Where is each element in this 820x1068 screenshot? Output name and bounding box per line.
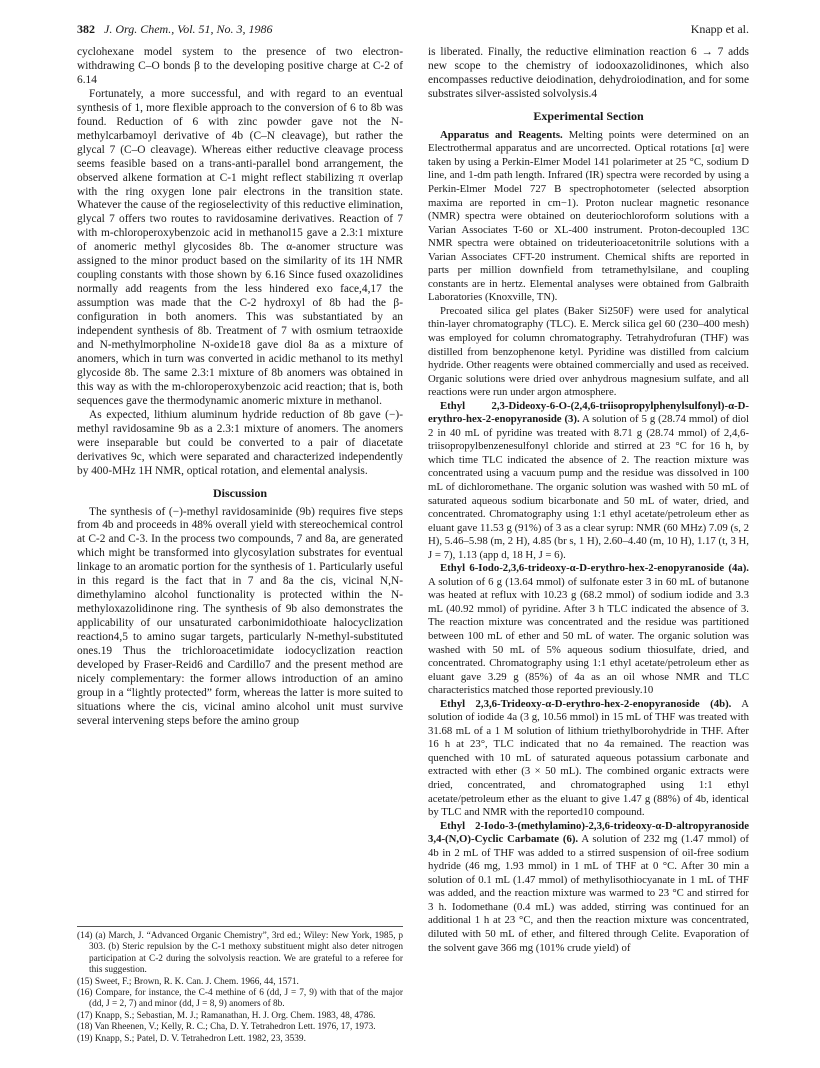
compound-4a-paragraph xyxy=(428,562,749,697)
intro-paragraph: is liberated. Finally, the reductive elimination reaction 6 → 7 adds new scope to the chemistry of iodooxazolidinones, which also encompasses reductive deiodination, dehydroiodination, and for some substrates silver-assisted solvolysis.4 xyxy=(428,46,749,100)
footnote-15: (15) Sweet, F.; Brown, R. K. Can. J. Chem. 1966, 44, 1571. xyxy=(77,976,299,987)
compound-4a-body: A solution of 6 g (13.64 mmol) of sulfonate ester 3 in 60 mL of butanone was heated at reflux with 10.23 g (68.2 mmol) of sodium iodide and 3.3 mL (40.92 mmol) of pyridine. After 3 h TLC indicated the absence of 3. The reaction mixture was concentrated and the residue was partitioned between 100 mL of ether and 50 mL of water. The organic solution was washed with 50 mL of 5% aqueous sodium thiosulfate, dried, and concentrated. Chromatography using 1:1 ethyl acetate/petroleum ether as eluant gave 3.29 g (85%) of 4a as an oil whose NMR and TLC characteristics matched those reported previously.10 xyxy=(428,575,749,697)
body-paragraph: Fortunately, a more successful, and with regard to an eventual synthesis of 1, more flexible approach to the conversion of 6 to 8b was found. Reduction of 6 with zinc powder gave not the N-methylcarbamoyl derivative of 4b (C–N cleavage), but rather the glycal 7 (C–O cleavage). Whereas either reductive cleavage process seems feasible based on a trans-anti-parallel bond arrangement, the observed alkene formation at C-1 might reflect stabilizing π overlap with the ring oxygen lone pair electrons in the transition state. Whatever the cause of the regioselectivity of this reductive elimination, glycal 7 offers two routes to ravidosamine derivatives. Reaction of 7 with m-chloroperoxybenzoic acid in methanol15 gave a 2.3:1 mixture of anomeric methyl glycosides 8b. The α-anomer structure was assigned to the minor product based on the similarity of its 1H NMR coupling constants with those shown by 6.16 Since fused oxazolidines normally add reagents from the less hindered exo face,4,17 the assumption was made that the C-2 hydroxyl of 8b had the β-configuration in both anomers. This was substantiated by an independent synthesis of 8b. Treatment of 7 with osmium tetraoxide and N-methylmorpholine N-oxide18 gave diol 8a as a mixture of anomers, which in turn was converted in acidic methanol to its methyl glycoside 8b. The same 2.3:1 mixture of 8b anomers was obtained in this way as with the m-chloroperoxybenzoic acid reaction; that is, both sequences gave the thermodynamic anomeric mixture in methanol. xyxy=(77,87,403,407)
compound-6-body: A solution of 232 mg (1.47 mmol) of 4b in 2 mL of THF was added to a stirred suspension of oil-free sodium hydride (46 mg, 1.93 mmol) in 1 mL of THF at 0 °C. After 30 min a solution of 0.1 mL (1.47 mmol) of methylisothiocyanate in 1 mL of THF was added, and the reaction mixture was warmed to 23 °C and stirred for 3 h. Iodomethane (0.4 mL) was added, stirring was continued for an additional 1 h at 23 °C, and then the reaction mixture was concentrated, diluted with 50 mL of ether, and filtered through Celite. Evaporation of the solvent gave 366 mg (101% crude yield) of xyxy=(428,833,749,954)
footnote-17: (17) Knapp, S.; Sebastian, M. J.; Ramanathan, H. J. Org. Chem. 1983, 48, 4786. xyxy=(77,1010,376,1021)
apparatus-title: Apparatus and Reagents. xyxy=(440,128,563,141)
apparatus-paragraph xyxy=(428,129,749,305)
footnote-16: (16) Compare, for instance, the C-4 methine of 6 (dd, J = 7, 9) with that of the major (dd, J = 2, 7) and minor (dd, J = 8, 9) anomers of 8b. xyxy=(77,988,403,1010)
discussion-heading: Discussion xyxy=(212,485,268,500)
journal-citation: J. Org. Chem., Vol. 51, No. 3, 1986 xyxy=(104,22,273,36)
body-paragraph: As expected, lithium aluminum hydride reduction of 8b gave (−)-methyl ravidosamine 9b as a 2.3:1 mixture of anomers. The anomers were inseparable but could be converted to a pair of diacetate derivatives 9c, which were separated and characterized independently by 400-MHz 1H NMR, optical rotation, and elemental analysis. xyxy=(77,408,403,477)
body-paragraph: cyclohexane model system to the presence of two electron-withdrawing C–O bonds β to the developing positive charge at C-2 of 6.14 xyxy=(77,46,403,86)
running-header xyxy=(77,22,749,38)
compound-4b-title: Ethyl 2,3,6-Trideoxy-α-D-erythro-hex-2-enopyranoside (4b). xyxy=(440,697,732,710)
compound-4a-title: Ethyl 6-Iodo-2,3,6-trideoxy-α-D-erythro-hex-2-enopyranoside (4a). xyxy=(440,562,749,575)
experimental-section xyxy=(428,129,749,955)
compound-3-body: A solution of 5 g (28.74 mmol) of diol 2 in 40 mL of pyridine was treated with 8.71 g (28.74 mmol) of 2,4,6-triisopropylbenzenesulfonyl chloride and stirred at 23 °C for 16 h, by which time TLC indicated the absence of 2. The reaction mixture was concentrated using a vacuum pump and the residue was dissolved in 100 mL of dichloromethane. The organic solution was washed with 50 mL of saturated aqueous sodium bicarbonate and 50 mL of water, dried, and concentrated. Chromatography using 1:1 ethyl acetate/petroleum ether as eluant gave 11.53 g (91%) of 3 as a clear syrup: NMR (60 MHz) 7.09 (s, 2 H), 5.46–5.98 (m, 2 H), 4.85 (br s, 1 H), 2.60–4.40 (m, 10 H), 1.17 (t, 3 H, J = 7), 1.13 (app d, 18 H, J = 6). xyxy=(428,413,749,561)
compound-6-paragraph xyxy=(428,820,749,955)
footnote-14: (14) (a) March, J. “Advanced Organic Chemistry”, 3rd ed.; Wiley: New York, 1985, p 303. (b) Steric repulsion by the C-1 methoxy substituent might also deter nitrogen participation at C-2 during the solvolysis reaction. We are grateful to a referee for this suggestion. xyxy=(77,931,403,976)
discussion-paragraph: The synthesis of (−)-methyl ravidosaminide (9b) requires five steps from 4b and proceeds in 48% overall yield with stereochemical control at C-2 and C-3. In the process two compounds, 7 and 8a, are generated which might be transformed into glycosylation substrates for eventual linkage to an aromatic portion for the synthesis of 1. Particularly useful in this regard is the fact that in 7 and 8a the cis, vicinal N,N-dimethylamino alcohol functionality is protected within the N-methyloxazolidinone ring. The synthesis of 9b also demonstrates the applicability of our unsaturated carbonimidothioate halocyclization reaction4,5 to amino sugar targets, particularly N-methyl-substituted ones.19 Thus the trichloroacetimidate iodocyclization reaction developed by Fraser-Reid6 and Cardillo7 and the present method are nicely complementary: the former allows introduction of an amino group in a “lightly protected” form, whereas the latter is more suited to situations where the cis, vicinal amino alcohol unit must survive several intervening steps before the amino group xyxy=(77,505,403,727)
footnote-18: (18) Van Rheenen, V.; Kelly, R. C.; Cha, D. Y. Tetrahedron Lett. 1976, 17, 1973. xyxy=(77,1022,376,1033)
right-column xyxy=(428,46,749,955)
compound-3-paragraph xyxy=(428,400,749,563)
experimental-heading: Experimental Section xyxy=(533,108,644,123)
left-column xyxy=(77,46,403,729)
footnote-19: (19) Knapp, S.; Patel, D. V. Tetrahedron Lett. 1982, 23, 3539. xyxy=(77,1033,306,1044)
footnotes xyxy=(77,926,403,1045)
apparatus-body: Melting points were determined on an Electrothermal apparatus and are uncorrected. Optical rotations [α] were taken by using a Perkin-Elmer Model 141 polarimeter at 25 °C, sodium D line, and 1-dm path length. Infrared (IR) spectra were recorded by using a Perkin-Elmer Model 727 B spectrophotometer (selected absorption maxima are reported in cm−1). Proton nuclear magnetic resonance (NMR) spectra were obtained on deuteriochloroform solutions with a Varian Associates T-60 or XL-400 instrument. Proton-decoupled 13C NMR spectra were obtained on trideuterioacetonitrile solutions with a Varian Associates CFT-20 instrument. Chemical shifts are reported in parts per million downfield from tetramethylsilane, and coupling constants are in hertz. Elemental analyses were obtained from Galbraith Laboratories (Knoxville, TN). xyxy=(428,128,749,304)
compound-3-title: Ethyl 2,3-Dideoxy-6-O-(2,4,6-triisopropylphenylsulfonyl)-α-D-erythro-hex-2-enopyranoside (3). xyxy=(428,399,749,426)
precoated-paragraph: Precoated silica gel plates (Baker Si250F) were used for analytical thin-layer chromatography (TLC). E. Merck silica gel 60 (230–400 mesh) was employed for column chromatography. Tetrahydrofuran (THF) was distilled from benzophenone ketyl. Pyridine was distilled from calcium hydride. Other reagents were obtained commercially and used as received. Organic solutions were dried over anhydrous magnesium sulfate, and all reactions were run under argon atmosphere. xyxy=(428,304,749,399)
running-authors: Knapp et al. xyxy=(690,22,749,36)
compound-4b-paragraph xyxy=(428,698,749,820)
page-number: 382 xyxy=(77,22,95,36)
compound-6-title: Ethyl 2-Iodo-3-(methylamino)-2,3,6-trideoxy-α-D-altropyranoside 3,4-(N,O)-Cyclic Carbamate (6). xyxy=(428,819,749,846)
compound-4b-body: A solution of iodide 4a (3 g, 10.56 mmol) in 15 mL of THF was treated with 31.68 mL of a 1 M solution of lithium triethylborohydride in THF. After 16 h at 23°, TLC indicated that no 4a remained. The reaction was quenched with 10 mL of saturated aqueous potassium carbonate and extracted with ether (3 × 50 mL). The combined organic extracts were dried, concentrated, and chromatographed using 1:1 ethyl acetate/petroleum ether as the eluant to give 1.47 g (88%) of 4b, identical by TLC and NMR with the reported10 compound. xyxy=(428,697,750,819)
